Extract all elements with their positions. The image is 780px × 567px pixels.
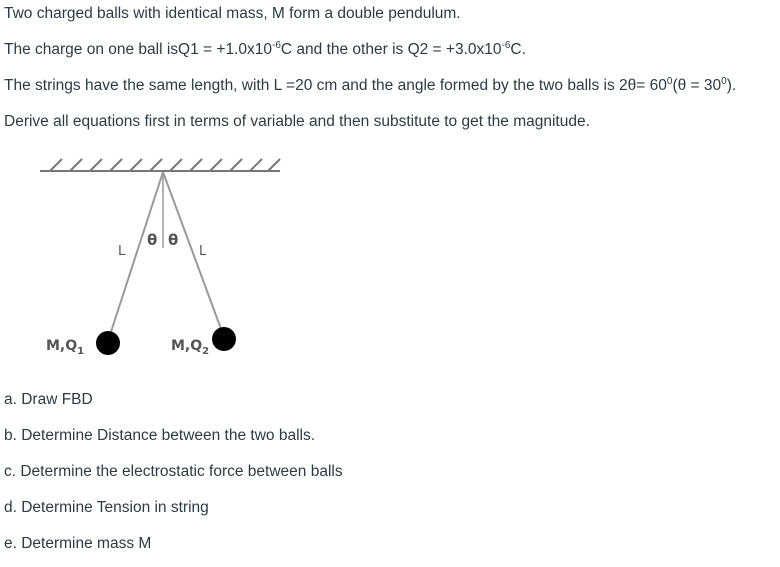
ball-right	[212, 327, 236, 351]
charge-text-prefix: The charge on one ball isQ1 = +1.0x10	[4, 41, 272, 58]
ball-left-label-sub: 1	[77, 346, 85, 357]
ball-left	[96, 331, 120, 355]
problem-line-4: Derive all equations first in terms of variable and then substitute to get the magnitude.	[4, 113, 590, 130]
angle-text-middle: (θ = 30	[672, 77, 722, 94]
angle-text-suffix: ).	[726, 77, 737, 94]
degree-exponent-2: 0	[721, 76, 727, 87]
charge-exponent-1: -6	[272, 40, 281, 51]
angle-text-prefix: The strings have the same length, with L =20 cm and the angle formed by the two balls is 2θ= 60	[4, 77, 667, 94]
ball-left-label	[46, 338, 84, 357]
ball-right-label-sub: 2	[202, 346, 210, 357]
double-pendulum-diagram	[0, 150, 300, 375]
question-e: e. Determine mass M	[4, 535, 152, 552]
question-d: d. Determine Tension in string	[4, 499, 209, 516]
ceiling-hatch	[50, 159, 280, 171]
problem-line-2	[4, 40, 526, 62]
label-theta-left: θ	[147, 231, 158, 249]
left-string	[108, 172, 163, 341]
question-c: c. Determine the electrostatic force between balls	[4, 463, 343, 480]
label-L-right: L	[199, 244, 207, 259]
charge-text-middle: C and the other is Q2 = +3.0x10	[280, 41, 502, 58]
charge-exponent-2: -6	[501, 40, 511, 51]
question-b: b. Determine Distance between the two balls.	[4, 427, 316, 444]
charge-text-suffix: C.	[510, 41, 526, 58]
degree-exponent-1: 0	[666, 76, 673, 87]
problem-line-1: Two charged balls with identical mass, M form a double pendulum.	[4, 5, 461, 22]
ball-left-label-main: M,Q	[46, 338, 78, 354]
label-theta-right: θ	[168, 231, 179, 249]
label-L-left: L	[118, 244, 126, 259]
ball-right-label	[171, 338, 209, 357]
problem-line-3	[4, 76, 736, 98]
right-string	[163, 172, 224, 337]
question-a: a. Draw FBD	[4, 391, 93, 408]
ball-right-label-main: M,Q	[171, 338, 203, 354]
